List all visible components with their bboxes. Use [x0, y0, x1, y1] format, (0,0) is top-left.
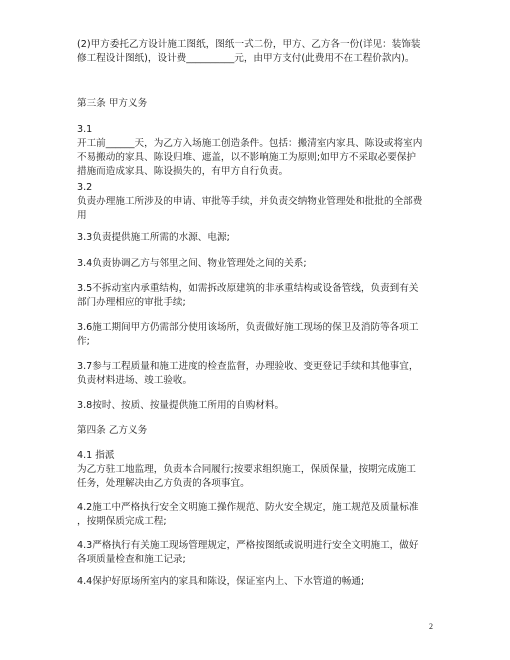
text-line: 3.6施工期间甲方仍需部分使用该场所，负责做好施工现场的保卫及消防等各项工	[77, 322, 419, 333]
paragraph	[77, 539, 447, 567]
text-line: 4.1 指派	[77, 450, 115, 461]
text-line: 为乙方驻工地监理，负责本合同履行;按要求组织施工，保质保量，按期完成施工	[77, 464, 417, 475]
text-line: 4.3严格执行有关施工现场管理规定，严格按图纸或说明进行安全文明施工，做好	[77, 540, 419, 551]
page-number: 2	[429, 622, 433, 631]
text-line: 4.4保护好原场所室内的家具和陈设，保证室内上、下水管道的畅通;	[77, 576, 365, 587]
paragraph	[77, 231, 447, 245]
text-line: 3.8按时、按质、按量提供施工所用的自购材料。	[77, 400, 285, 411]
text-line: 措施而造成家具、陈设损失的，有甲方自行负责。	[77, 166, 289, 177]
text-line: 部门办理相应的审批手续;	[77, 297, 186, 308]
text-line: 第四条 乙方义务	[77, 425, 148, 436]
paragraph	[77, 97, 447, 111]
text-line: 任务，处理解决由乙方负责的各项事宜。	[77, 478, 250, 489]
text-line: 修工程设计图纸)，设计费__________元，由甲方支付(此费用不在工程价款内)。	[77, 53, 415, 64]
text-line: 用	[77, 210, 87, 221]
text-line: 不易搬动的家具、陈设归堆、遮盖，以不影响施工为原则;如甲方不采取必要保护	[77, 152, 417, 163]
text-line: 负责材料进场、竣工验收。	[77, 375, 193, 386]
paragraph	[77, 123, 447, 179]
text-line: 3.5不拆动室内承重结构，如需拆改原建筑的非承重结构或设备管线，负责到有关	[77, 283, 419, 294]
text-line: 3.4负责协调乙方与邻里之间、物业管理处之间的关系;	[77, 258, 307, 269]
paragraph	[77, 181, 447, 223]
paragraph	[77, 449, 447, 491]
text-line: 各项质量检查和施工记录;	[77, 554, 186, 565]
text-line: 3.7参与工程质量和施工进度的检查监督，办理验收、变更登记手续和其他事宜，	[77, 361, 419, 372]
text-line: ，按期保质完成工程;	[77, 516, 167, 527]
text-line: 4.2施工中严格执行安全文明施工操作规范、防火安全规定，施工规范及质量标准	[77, 502, 419, 513]
paragraph	[77, 575, 447, 589]
text-line: (2)甲方委托乙方设计施工图纸，图纸一式二份，甲方、乙方各一份(详见：装饰装	[77, 39, 421, 50]
text-line: 开工前______天，为乙方入场施工创造条件。包括：搬清室内家具、陈设或将室内	[77, 138, 423, 149]
text-line: 3.3负责提供施工所需的水源、电源;	[77, 232, 230, 243]
paragraph	[77, 282, 447, 310]
text-line: 3.2	[77, 182, 93, 193]
paragraph	[77, 399, 447, 413]
paragraph	[77, 321, 447, 349]
paragraph	[77, 38, 447, 66]
paragraph	[77, 360, 447, 388]
paragraph	[77, 424, 447, 438]
paragraph	[77, 257, 447, 271]
text-line: 3.1	[77, 124, 93, 135]
text-line: 负责办理施工所涉及的申请、审批等手续，并负责交纳物业管理处和批批的全部费	[77, 196, 423, 207]
text-line: 第三条 甲方义务	[77, 98, 148, 109]
paragraph	[77, 501, 447, 529]
text-line: 作;	[77, 336, 90, 347]
